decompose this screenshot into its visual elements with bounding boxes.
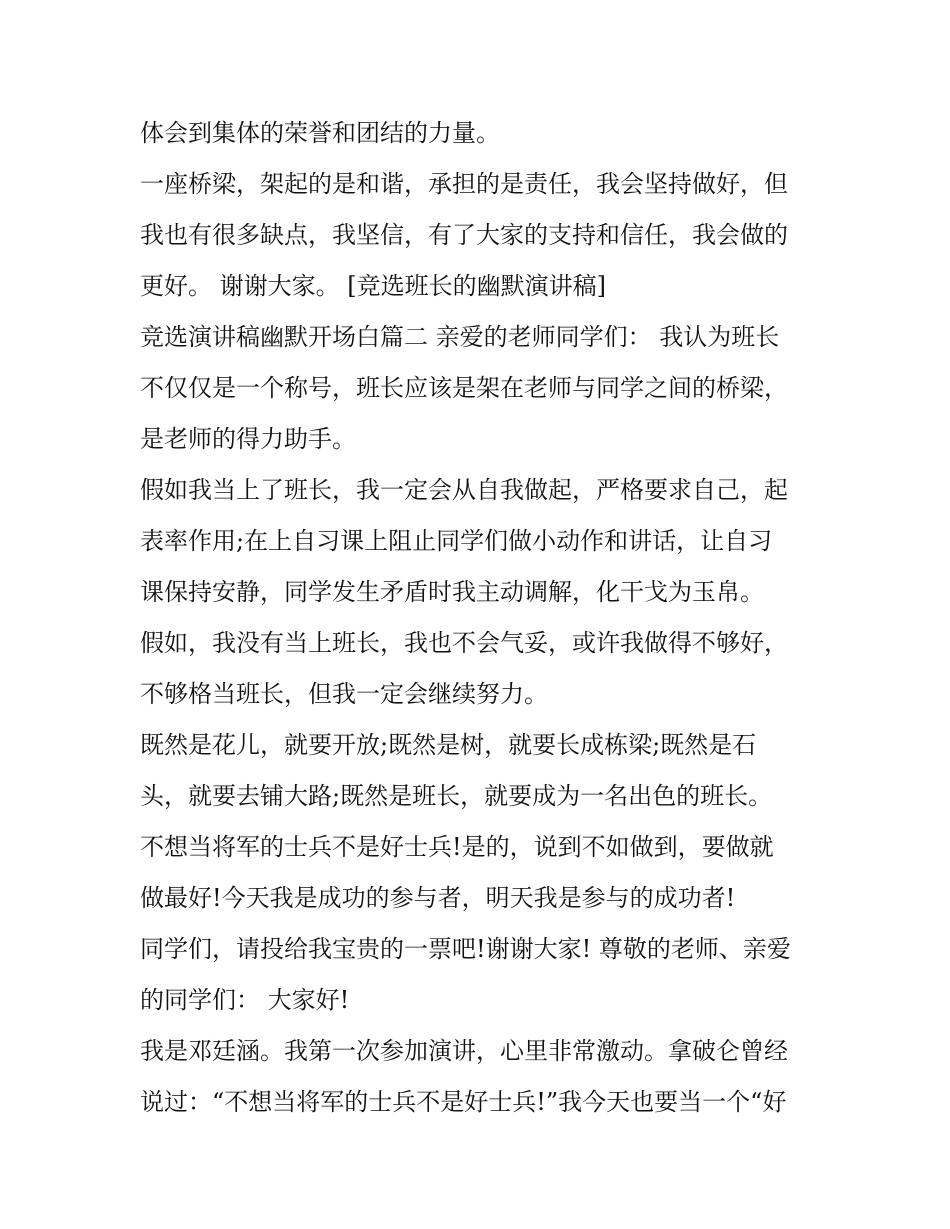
text-line: 我也有很多缺点，我坚信，有了大家的支持和信任，我会做的	[140, 221, 788, 249]
text-line: 课保持安静，同学发生矛盾时我主动调解，化干戈为玉帛。	[140, 578, 764, 606]
text-line: 的同学们： 大家好!	[140, 986, 350, 1014]
text-line: 做最好!今天我是成功的参与者，明天我是参与的成功者!	[140, 884, 736, 912]
text-line: 同学们，请投给我宝贵的一票吧!谢谢大家! 尊敬的老师、亲爱	[140, 935, 791, 963]
text-line: 表率作用;在上自习课上阻止同学们做小动作和讲话，让自习	[140, 527, 773, 555]
text-line: 是老师的得力助手。	[140, 425, 356, 453]
text-line: 我是邓廷涵。我第一次参加演讲，心里非常激动。拿破仑曾经	[140, 1037, 788, 1065]
text-line: 更好。 谢谢大家。 [竞选班长的幽默演讲稿]	[140, 272, 606, 300]
text-line: 一座桥梁，架起的是和谐，承担的是责任，我会坚持做好，但	[140, 170, 788, 198]
text-line: 既然是花儿，就要开放;既然是树，就要长成栋梁;既然是石	[140, 731, 757, 759]
text-line: 体会到集体的荣誉和团结的力量。	[140, 119, 500, 147]
text-line: 头，就要去铺大路;既然是班长，就要成为一名出色的班长。	[140, 782, 773, 810]
text-line: 不想当将军的士兵不是好士兵!是的，说到不如做到，要做就	[140, 833, 774, 861]
text-line: 说过：“不想当将军的士兵不是好士兵!”我今天也要当一个“好	[140, 1088, 787, 1116]
text-line: 假如我当上了班长，我一定会从自我做起，严格要求自己，起	[140, 476, 788, 504]
text-line: 不仅仅是一个称号，班长应该是架在老师与同学之间的桥梁，	[140, 374, 788, 402]
body-text	[140, 108, 820, 1128]
text-line: 假如，我没有当上班长，我也不会气妥，或许我做得不够好，	[140, 629, 788, 657]
text-line: 不够格当班长，但我一定会继续努力。	[140, 680, 548, 708]
text-line: 竞选演讲稿幽默开场白篇二 亲爱的老师同学们： 我认为班长	[140, 323, 780, 351]
